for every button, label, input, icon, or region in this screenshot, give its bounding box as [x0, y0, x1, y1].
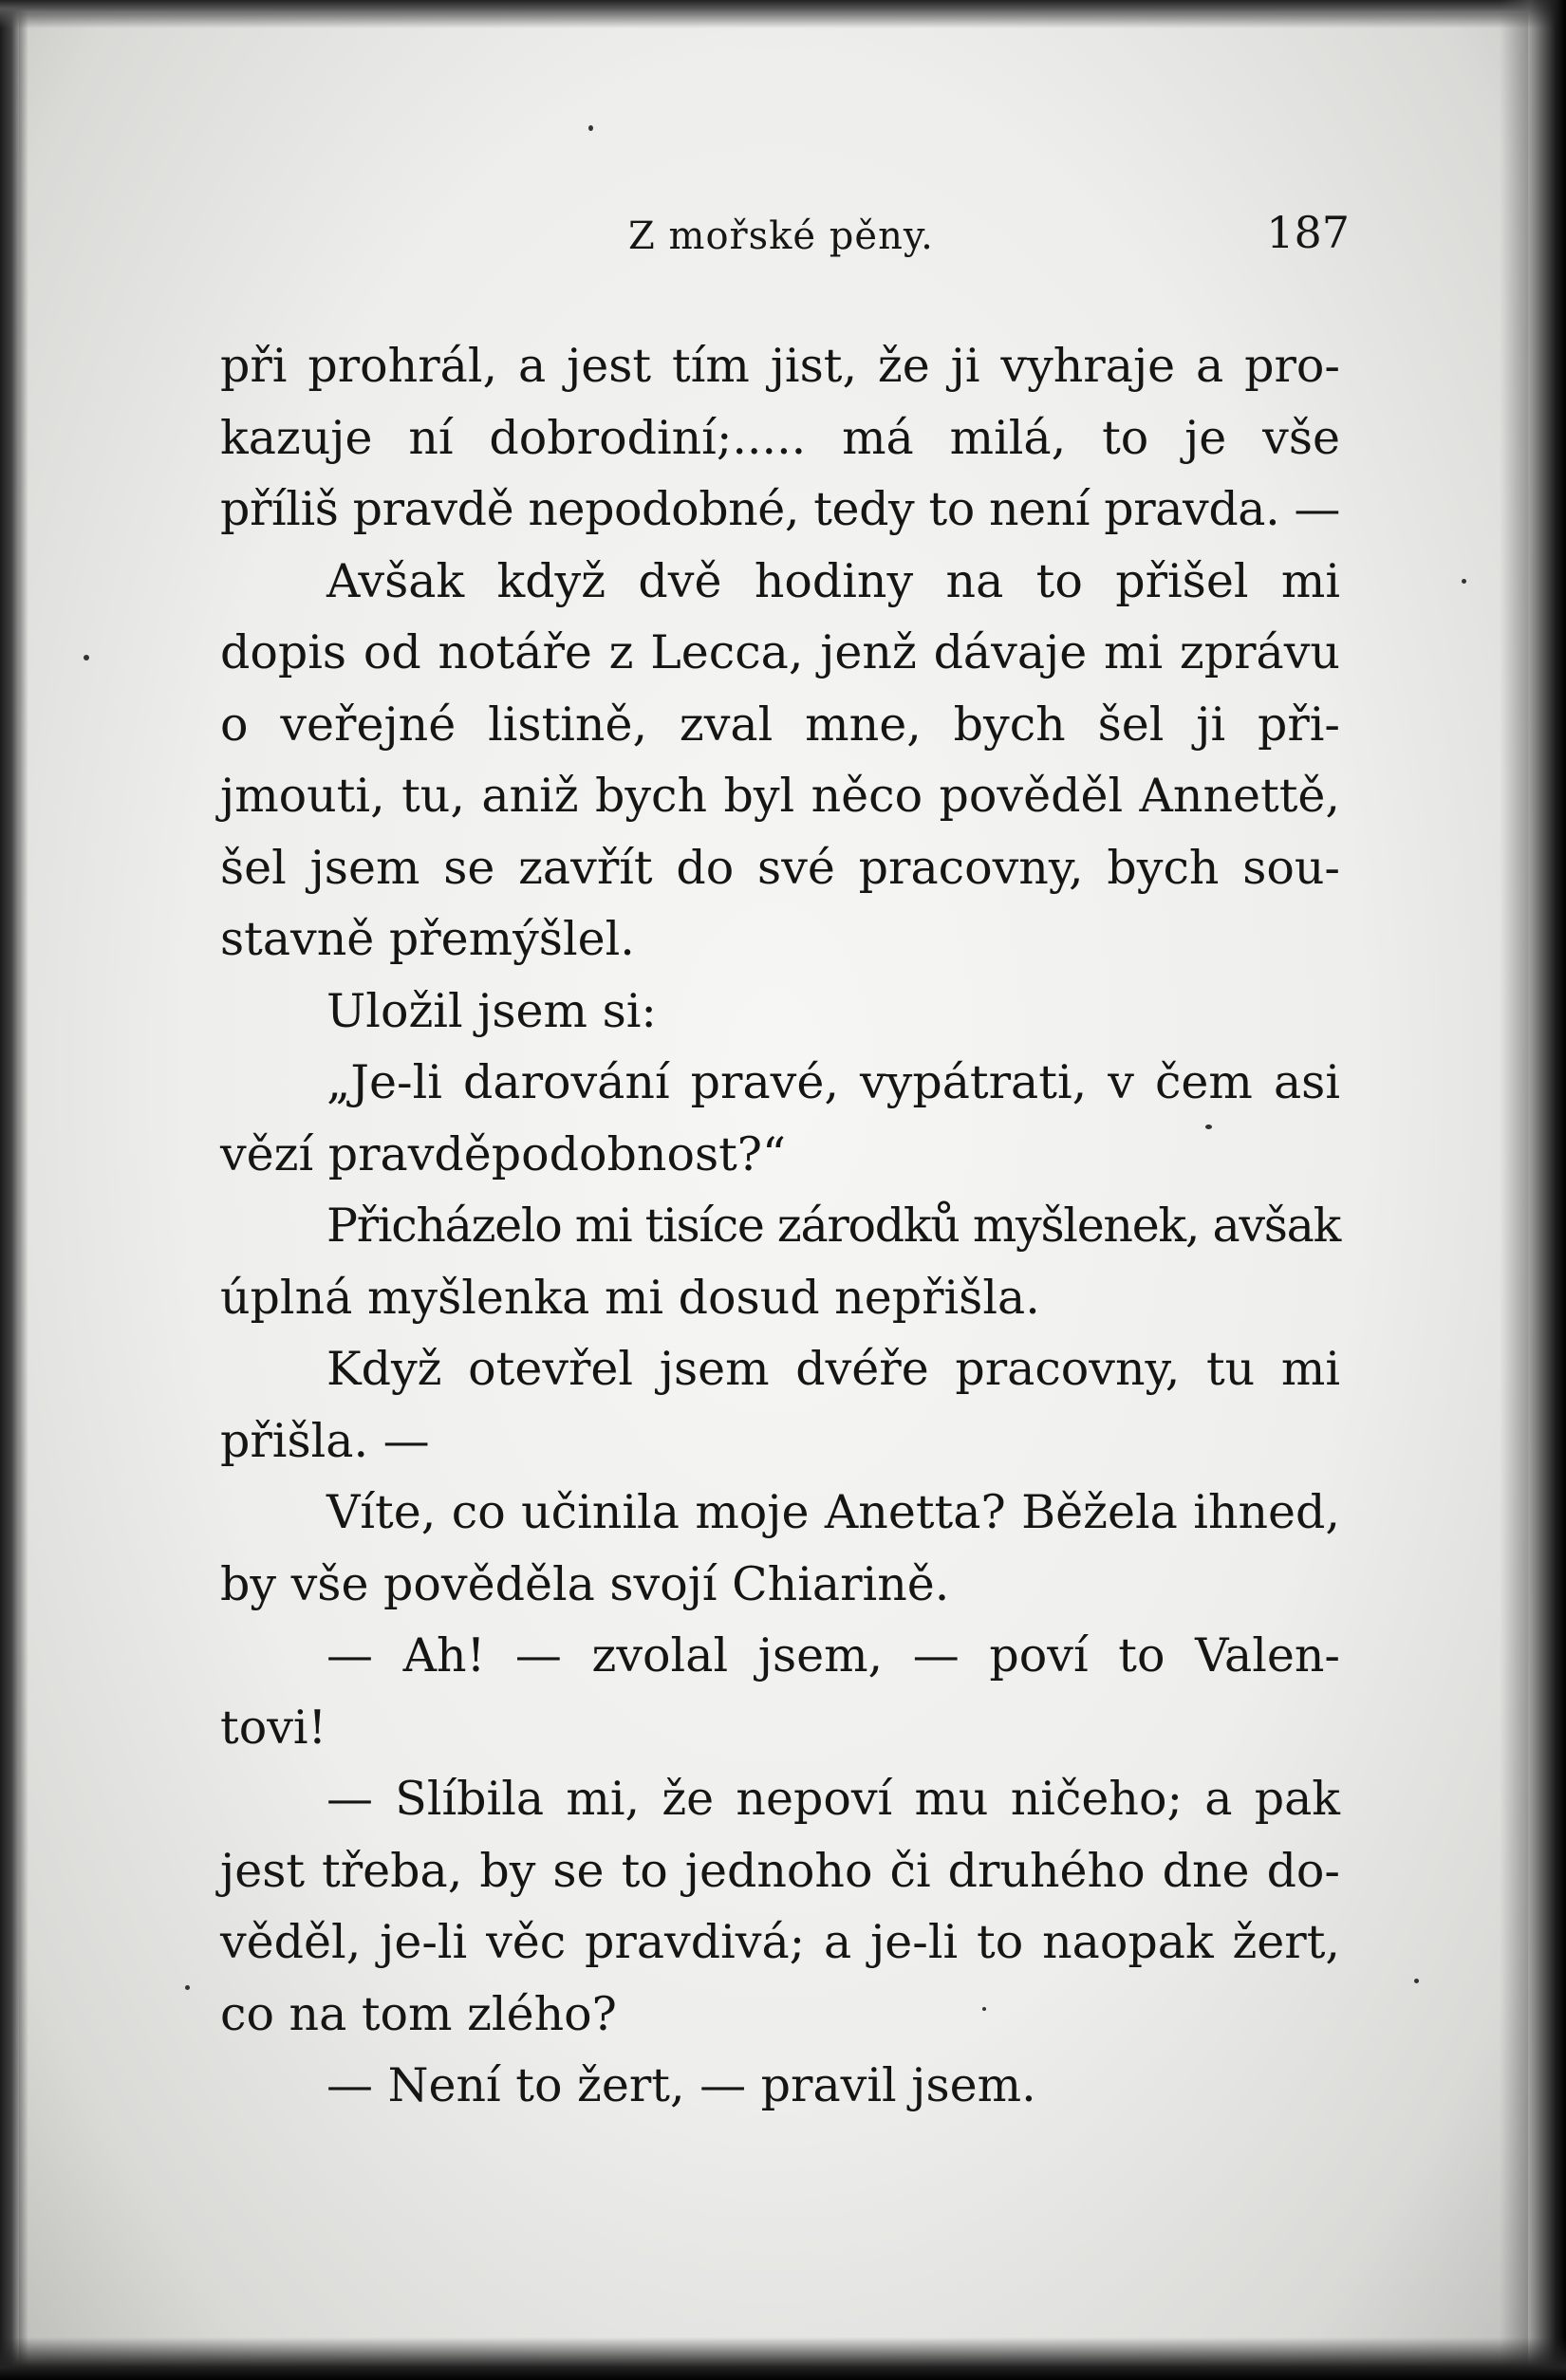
text-line: příliš pravdě nepodobné, tedy to není pravda. —	[220, 482, 1340, 536]
text-line: co na tom zlého?	[220, 1986, 617, 2041]
scan-edge-right	[1500, 0, 1566, 2380]
text-line: při prohrál, a jest tím jist, že ji vyhraje a pro-	[220, 339, 1340, 393]
text-line: „Je-li darování pravé, vypátrati, v čem asi	[326, 1055, 1340, 1109]
running-title: Z mořské pěny.	[628, 214, 934, 258]
text-line: šel jsem se zavřít do své pracovny, bych sou-	[220, 840, 1340, 895]
text-line: úplná myšlenka mi dosud nepřišla.	[220, 1270, 1040, 1325]
text-line: — Není to žert, — pravil jsem.	[326, 2058, 1036, 2112]
text-line: by vše pověděla svojí Chiarině.	[220, 1556, 950, 1611]
text-line: Víte, co učinila moje Anetta? Běžela ihned,	[326, 1485, 1340, 1539]
page-header	[220, 207, 1350, 264]
scan-edge-left	[0, 0, 28, 2380]
dust-speck	[1414, 1979, 1419, 1983]
body-text	[220, 330, 1340, 2122]
text-line: stavně přemýšlel.	[220, 912, 635, 966]
text-line: dopis od notáře z Lecca, jenž dávaje mi zprávu	[220, 625, 1340, 679]
scan-edge-bottom	[0, 2337, 1566, 2380]
dust-speck	[1462, 579, 1466, 584]
text-line: Uložil jsem si:	[326, 983, 657, 1038]
dust-speck	[84, 655, 89, 660]
dust-speck	[588, 125, 593, 131]
text-line: kazuje ní dobrodiní;..... má milá, to je vše	[220, 410, 1340, 465]
dust-speck	[185, 1985, 190, 1990]
text-line: přišla. —	[220, 1413, 430, 1468]
text-line: věděl, je-li věc pravdivá; a je-li to naopak žert,	[220, 1915, 1340, 1969]
text-line: tovi!	[220, 1700, 327, 1755]
text-line: o veřejné listině, zval mne, bych šel ji při-	[220, 697, 1340, 752]
text-line: — Slíbila mi, že nepoví mu ničeho; a pak	[326, 1772, 1340, 1826]
text-line: Přicházelo mi tisíce zárodků myšlenek, avšak	[326, 1199, 1340, 1253]
text-line: jest třeba, by se to jednoho či druhého dne do-	[220, 1843, 1340, 1898]
text-line: — Ah! — zvolal jsem, — poví to Valen-	[326, 1628, 1340, 1683]
scan-edge-top	[0, 0, 1566, 28]
page-number: 187	[1266, 207, 1350, 258]
text-line: vězí pravděpodobnost?“	[220, 1126, 787, 1181]
text-line: Avšak když dvě hodiny na to přišel mi	[326, 553, 1340, 608]
text-line: Když otevřel jsem dvéře pracovny, tu mi	[326, 1342, 1340, 1396]
text-line: jmouti, tu, aniž bych byl něco pověděl Annettě,	[220, 769, 1340, 823]
